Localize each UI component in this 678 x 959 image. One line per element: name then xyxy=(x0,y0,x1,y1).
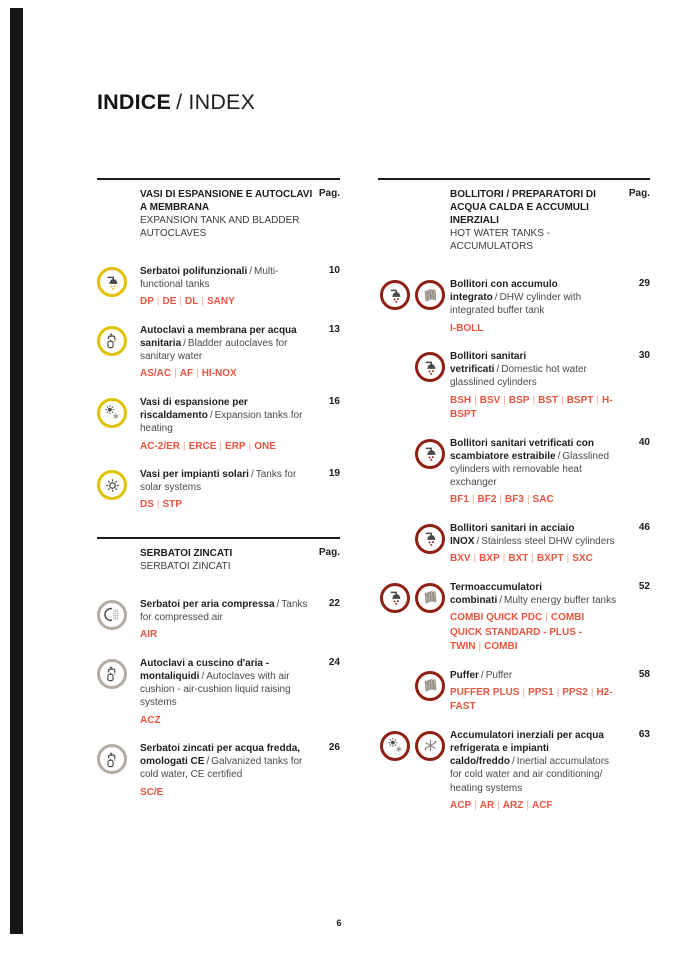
title-separator: / xyxy=(209,410,213,422)
footer-page-number: 6 xyxy=(336,918,342,928)
code-separator: | xyxy=(590,686,594,698)
product-code: BSPT xyxy=(566,394,594,406)
title-separator: / xyxy=(183,338,186,350)
code-separator: | xyxy=(532,394,536,406)
shower-icon xyxy=(380,583,410,613)
entry-title xyxy=(140,598,308,624)
entry-icons xyxy=(97,396,140,428)
section-title-italian: VASI DI ESPANSIONE E AUTOCLAVI A MEMBRANA xyxy=(140,189,313,213)
entry-title xyxy=(450,729,618,795)
product-codes xyxy=(140,295,308,310)
faucet-tank-icon xyxy=(97,744,127,774)
product-code: SAC xyxy=(532,494,554,506)
index-entry xyxy=(378,278,650,336)
code-separator: | xyxy=(556,686,560,698)
shower-icon xyxy=(415,524,445,554)
entry-icons xyxy=(378,669,450,701)
product-codes xyxy=(450,493,618,508)
index-entry xyxy=(97,657,340,728)
radiator-icon xyxy=(415,280,445,310)
index-entry xyxy=(97,265,340,310)
product-code: BF3 xyxy=(505,494,524,506)
entry-title xyxy=(450,669,618,682)
section-title-english: EXPANSION TANK AND BLADDER AUTOCLAVES xyxy=(140,215,300,239)
product-code: BXV xyxy=(450,553,471,565)
entry-title-english: Tanks for compressed air xyxy=(140,598,308,624)
index-entry xyxy=(378,729,650,813)
compressor-icon xyxy=(97,600,127,630)
product-code: ACF xyxy=(531,799,553,811)
code-separator: | xyxy=(545,612,548,624)
code-separator: | xyxy=(156,499,160,511)
title-separator: / xyxy=(512,756,515,768)
section-titles xyxy=(450,188,629,253)
title-separator: / xyxy=(480,669,484,681)
entry-icons xyxy=(97,324,140,356)
product-code: DE xyxy=(162,296,177,308)
product-code: ARZ xyxy=(502,799,524,811)
entry-body xyxy=(140,396,318,454)
entry-title-italian: Autoclavi a cuscino d'aria - montaliquidi xyxy=(140,657,270,682)
entry-page-number: 24 xyxy=(328,656,340,668)
title-separator: / xyxy=(476,536,480,548)
entry-title xyxy=(450,350,618,390)
entry-body xyxy=(140,324,318,382)
product-code: BF1 xyxy=(450,494,469,506)
section-rule xyxy=(97,178,340,180)
entry-page-number: 10 xyxy=(328,265,340,276)
entry-page-number: 40 xyxy=(638,436,650,448)
entry-title xyxy=(140,265,308,291)
product-codes xyxy=(140,628,308,643)
product-code: BF2 xyxy=(477,494,497,506)
product-code: ERP xyxy=(225,440,246,452)
code-separator: | xyxy=(522,686,526,698)
entry-title xyxy=(450,278,618,318)
entry-body xyxy=(140,598,318,643)
entry-page-number: 26 xyxy=(328,742,340,753)
product-code: HI-NOX xyxy=(201,368,237,380)
entry-title-italian: Vasi per impianti solari xyxy=(140,469,249,480)
entry-title xyxy=(140,396,308,436)
entry-title-english: Glasslined cylinders with removable heat exchanger xyxy=(450,450,610,489)
entry-page-number: 13 xyxy=(328,323,340,335)
index-entry xyxy=(378,437,650,508)
entry-icons xyxy=(97,468,140,500)
section-header xyxy=(97,188,340,240)
index-entry xyxy=(97,324,340,382)
entry-icons xyxy=(378,278,450,310)
product-code: PPS2 xyxy=(562,686,588,698)
entry-body xyxy=(140,657,318,728)
product-codes xyxy=(140,498,308,513)
code-separator: | xyxy=(201,296,204,308)
title-separator: / xyxy=(494,292,498,304)
product-codes xyxy=(140,714,308,729)
section-header xyxy=(97,547,340,573)
entry-title-english: Bladder autoclaves for sanitary water xyxy=(140,338,288,363)
product-code: H2-FAST xyxy=(450,686,613,713)
product-code: SANY xyxy=(206,296,235,308)
code-separator: | xyxy=(196,368,199,380)
product-code: AR xyxy=(479,799,495,811)
product-code: H-BSPT xyxy=(450,394,613,421)
product-code: PPS1 xyxy=(528,686,554,698)
product-code: BSH xyxy=(450,394,472,406)
entry-icons xyxy=(378,729,450,761)
entry-page-number: 63 xyxy=(638,728,650,740)
spine-bar xyxy=(10,8,23,934)
radiator-icon xyxy=(415,583,445,613)
faucet-tank-icon xyxy=(97,659,127,689)
code-separator: | xyxy=(156,296,160,308)
entry-title-italian: Bollitori sanitari in acciaio INOX xyxy=(450,522,575,548)
product-code: BXPT xyxy=(536,553,564,565)
pag-label: Pag. xyxy=(318,188,340,199)
entry-icons xyxy=(97,598,140,630)
index-entry xyxy=(97,468,340,513)
entry-icons xyxy=(97,265,140,297)
product-codes xyxy=(450,322,618,337)
code-separator: | xyxy=(473,553,477,565)
code-separator: | xyxy=(474,394,477,406)
title-separator: / xyxy=(557,450,561,462)
entry-body xyxy=(450,350,628,423)
entry-icons xyxy=(378,581,450,613)
entry-title-english: DHW cylinder with integrated buffer tank xyxy=(450,292,582,317)
product-code: BSP xyxy=(508,394,530,406)
product-codes xyxy=(140,440,308,455)
entry-icons xyxy=(378,437,450,469)
code-separator: | xyxy=(478,641,482,653)
product-code: SXC xyxy=(572,553,593,565)
section-titles xyxy=(140,547,319,573)
entry-title-italian: Serbatoi polifunzionali xyxy=(140,266,248,277)
title-separator: / xyxy=(499,594,503,606)
entry-page-number: 16 xyxy=(328,395,340,407)
code-separator: | xyxy=(474,799,477,811)
product-codes xyxy=(140,367,308,382)
code-separator: | xyxy=(179,296,183,308)
entry-title-italian: Bollitori sanitari vetrificati xyxy=(450,351,527,376)
entry-body xyxy=(140,468,318,513)
snowflake-icon xyxy=(415,731,445,761)
title-separator: / xyxy=(249,266,253,277)
entry-body xyxy=(450,669,628,715)
entry-title-italian: Bollitori sanitari vetrificati con scambiatore estraibile xyxy=(450,437,594,462)
entry-body xyxy=(450,437,628,508)
entry-body xyxy=(450,278,628,336)
product-codes xyxy=(450,394,618,423)
entry-body xyxy=(140,742,318,800)
entry-title xyxy=(450,437,618,490)
entry-title-english: Puffer xyxy=(485,669,513,681)
entry-title-english: Inertial accumulators for cold water and air conditioning/ heating systems xyxy=(450,756,610,794)
product-code: COMBI QUICK STANDARD - PLUS - TWIN xyxy=(450,612,585,653)
entry-title xyxy=(140,468,308,494)
entry-title-italian: Serbatoi per aria compressa xyxy=(140,598,275,610)
entry-body xyxy=(140,265,318,310)
index-entry xyxy=(378,350,650,423)
entry-title-italian: Termoaccumulatori combinati xyxy=(450,581,543,606)
shower-icon xyxy=(380,280,410,310)
code-separator: | xyxy=(248,440,252,452)
product-code: AF xyxy=(179,368,194,380)
shower-icon xyxy=(415,352,445,382)
page-title xyxy=(97,90,255,115)
product-code: PUFFER PLUS xyxy=(450,686,520,698)
product-code: SC/E xyxy=(140,786,164,798)
title-separator: / xyxy=(276,598,280,610)
entry-title xyxy=(140,657,308,710)
shower-icon xyxy=(415,439,445,469)
entry-page-number: 29 xyxy=(638,278,650,289)
product-code: DP xyxy=(140,296,154,308)
index-entry xyxy=(97,396,340,454)
entry-body xyxy=(450,729,628,813)
entry-title xyxy=(140,742,308,782)
code-separator: | xyxy=(497,799,500,811)
product-codes xyxy=(140,786,308,801)
entry-title-italian: Puffer xyxy=(450,669,479,681)
entry-page-number: 46 xyxy=(638,521,650,533)
entry-icons xyxy=(97,657,140,689)
entry-title-english: Multi-functional tanks xyxy=(140,266,279,291)
entry-title-english: Stainless steel DHW cylinders xyxy=(481,536,615,548)
entry-title-english: Autoclaves with air cushion - air-cushion liquid raising systems xyxy=(140,670,291,709)
section-rule xyxy=(97,537,340,539)
entry-icons xyxy=(97,742,140,774)
entry-title xyxy=(140,324,308,364)
entry-title-italian: Vasi di espansione per riscaldamento xyxy=(140,396,248,422)
code-separator: | xyxy=(499,494,503,506)
title-separator: / xyxy=(206,756,210,768)
product-code: STP xyxy=(162,499,182,511)
entry-title-italian: Autoclavi a membrana per acqua sanitaria xyxy=(140,324,297,350)
entry-page-number: 58 xyxy=(638,668,650,680)
product-code: BSV xyxy=(479,394,501,406)
code-separator: | xyxy=(219,440,223,452)
entry-title xyxy=(450,581,618,607)
product-code: BXT xyxy=(508,553,529,565)
column-right xyxy=(378,178,650,813)
entry-page-number: 22 xyxy=(328,597,340,609)
section-header xyxy=(378,188,650,253)
code-separator: | xyxy=(503,394,506,406)
product-code: AS/AC xyxy=(140,368,172,380)
entry-icons xyxy=(378,350,450,382)
title-italian: INDICE xyxy=(97,90,172,114)
product-code: BXP xyxy=(479,553,500,565)
code-separator: | xyxy=(531,553,534,565)
pag-label: Pag. xyxy=(318,546,340,558)
entry-page-number: 19 xyxy=(328,468,340,479)
product-code: ACZ xyxy=(140,714,161,726)
product-codes xyxy=(450,686,618,715)
entry-title-italian: Serbatoi zincati per acqua fredda, omologati CE xyxy=(140,743,301,768)
pag-label: Pag. xyxy=(628,188,650,199)
product-code: AIR xyxy=(140,629,158,641)
sun-icon xyxy=(97,470,127,500)
entry-title-italian: Accumulatori inerziali per acqua refrigerata e impianti caldo/freddo xyxy=(450,729,604,768)
entry-title-english: Expansion tanks for heating xyxy=(140,410,303,435)
entry-title-english: Domestic hot water glasslined cylinders xyxy=(450,364,587,389)
product-code: DS xyxy=(140,499,154,511)
product-codes xyxy=(450,799,618,814)
entry-title xyxy=(450,522,618,548)
product-code: DL xyxy=(185,296,199,308)
column-left xyxy=(97,178,340,800)
index-entry xyxy=(97,742,340,800)
product-code: BST xyxy=(538,394,559,406)
code-separator: | xyxy=(502,553,506,565)
title-separator: / xyxy=(201,670,205,682)
code-separator: | xyxy=(174,368,177,380)
radiator-icon xyxy=(415,671,445,701)
entry-icons xyxy=(378,522,450,554)
product-code: ERCE xyxy=(188,440,217,452)
faucet-tank-icon xyxy=(97,326,127,356)
entry-body xyxy=(450,522,628,567)
code-separator: | xyxy=(183,440,186,452)
section-title-english: SERBATOI ZINCATI xyxy=(140,560,231,572)
entry-body xyxy=(450,581,628,655)
index-entry xyxy=(378,522,650,567)
sun-snow-icon xyxy=(97,398,127,428)
product-code: COMBI xyxy=(484,641,518,653)
entry-title-english: Galvanized tanks for cold water, CE certified xyxy=(140,756,303,781)
product-code: COMBI QUICK PDC xyxy=(450,612,543,624)
code-separator: | xyxy=(526,494,530,506)
section-rule xyxy=(378,178,650,180)
product-code: AC-2/ER xyxy=(140,440,181,452)
code-separator: | xyxy=(596,394,599,406)
index-entry xyxy=(97,598,340,643)
section-title-italian: SERBATOI ZINCATI xyxy=(140,547,233,559)
title-separator: / xyxy=(496,364,500,376)
title-english: / INDEX xyxy=(176,90,256,114)
entry-title-italian: Bollitori con accumulo integrato xyxy=(450,279,558,304)
product-code: I-BOLL xyxy=(450,322,484,334)
index-entry xyxy=(378,581,650,655)
product-code: ONE xyxy=(254,440,276,452)
entry-title-english: Multy energy buffer tanks xyxy=(504,594,617,606)
entry-page-number: 52 xyxy=(638,580,650,592)
section-title-english: HOT WATER TANKS - ACCUMULATORS xyxy=(450,228,551,252)
section-titles xyxy=(140,188,319,240)
sun-snow-icon xyxy=(380,731,410,761)
entry-title-english: Tanks for solar systems xyxy=(140,469,297,494)
code-separator: | xyxy=(561,394,564,406)
product-code: ACP xyxy=(450,799,472,811)
code-separator: | xyxy=(566,553,570,565)
shower-icon xyxy=(97,267,127,297)
code-separator: | xyxy=(471,494,475,506)
title-separator: / xyxy=(250,469,254,480)
section-title-italian: BOLLITORI / PREPARATORI DI ACQUA CALDA E ACCUMULI INERZIALI xyxy=(450,189,596,226)
code-separator: | xyxy=(526,799,529,811)
entry-page-number: 30 xyxy=(638,350,650,362)
index-entry xyxy=(378,669,650,715)
product-codes xyxy=(450,611,618,655)
product-codes xyxy=(450,552,618,567)
